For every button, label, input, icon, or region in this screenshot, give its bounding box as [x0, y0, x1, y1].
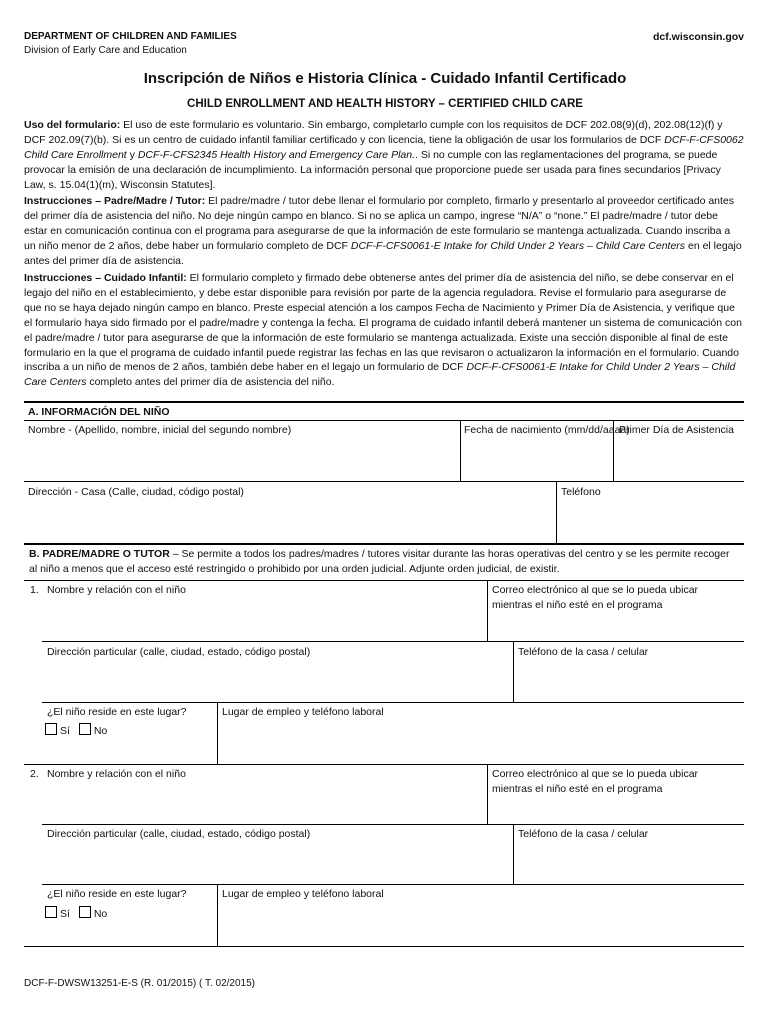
parent-1-resides-options: [43, 723, 107, 739]
divider: [24, 580, 744, 581]
usage-text: . Si no cumple con las reglamentaciones del programa, se puede provocar la emisión de una declaración de incumplimiento. La información personal que proporcione puede ser usada para fines secundarios [Privacy Law, s. 15.04(1)(m), Wisconsin Statutes].: [24, 148, 721, 191]
division-name: Division of Early Care and Education: [24, 45, 187, 57]
parent-1-resides-label: ¿El niño reside en este lugar?: [47, 706, 187, 718]
section-a-heading: A. INFORMACIÓN DEL NIÑO: [28, 406, 170, 418]
parent-1-name-label: Nombre y relación con el niño: [47, 584, 186, 596]
parent-1-employer-label: Lugar de empleo y teléfono laboral: [222, 706, 384, 718]
parent-2-email-label: Correo electrónico al que se lo pueda ubicar mientras el niño esté en el programa: [492, 768, 699, 795]
parent-2-phone-label: Teléfono de la casa / celular: [518, 828, 649, 840]
divider: [613, 420, 614, 481]
divider: [487, 580, 488, 641]
birth-date-label: Fecha de nacimiento (mm/dd/aaaa): [464, 424, 630, 436]
section-b-top-rule: [24, 543, 744, 545]
section-b-text: – Se permite a todos los padres/madres / tutores visitar durante las horas operativas del centro y se les permite recoger al niño a menos que el acceso esté restringido o prohibido por una orden judicial. Adjunte orden judicial, de existir.: [29, 548, 730, 575]
parent-1-email-label: Correo electrónico al que se lo pueda ubicar mientras el niño esté en el programa: [492, 584, 699, 611]
usage-text: y: [126, 148, 138, 161]
first-day-label: Primer Día de Asistencia: [619, 424, 734, 436]
parent-2-number: 2.: [30, 768, 39, 780]
parent-2-employer-label: Lugar de empleo y teléfono laboral: [222, 888, 384, 900]
parent-2-resides-label: ¿El niño reside en este lugar?: [47, 888, 187, 900]
divider: [42, 884, 744, 885]
childcare-instructions-text: completo antes del primer día de asistencia del niño.: [86, 376, 335, 389]
section-b-intro: [24, 547, 740, 577]
divider: [42, 702, 744, 703]
form-number: DCF-F-DWSW13251-E-S (R. 01/2015) ( T. 02/2015): [24, 978, 256, 989]
divider: [217, 884, 218, 946]
department-name: DEPARTMENT OF CHILDREN AND FAMILIES: [24, 31, 237, 42]
parent-instructions-text: El padre/madre / tutor debe llenar el formulario por completo, firmarlo y presentarlo al proveedor certificado antes del primer día de asistencia del niño. No deje ningún campo en blanco. Si no se aplica un campo, ingrese “N/A” o “none.” El padre/madre / tutor debe estar en comunicación continua con el programa para asegurarse de que la información de este formulario se mantenga actualizada. Cuando inscriba a un niño menor de 2 años, debe haber un formulario completo de DCF: [24, 195, 735, 252]
parent-2-resides-yes-checkbox[interactable]: [45, 906, 57, 918]
divider: [513, 824, 514, 884]
divider: [24, 481, 744, 482]
no-label: No: [93, 725, 108, 737]
divider: [556, 481, 557, 543]
parent-instructions-label: Instrucciones – Padre/Madre / Tutor:: [24, 195, 206, 207]
section-b-heading: B. PADRE/MADRE O TUTOR: [29, 548, 170, 560]
usage-paragraph: [24, 118, 744, 193]
parent-instructions-text: en el legajo antes del primer día de asistencia.: [24, 239, 742, 267]
divider: [217, 702, 218, 764]
divider: [42, 641, 744, 642]
child-address-label: Dirección - Casa (Calle, ciudad, código postal): [28, 486, 244, 498]
divider: [487, 764, 488, 824]
parent-2-resides-options: [43, 906, 107, 922]
parent-1-address-label: Dirección particular (calle, ciudad, estado, código postal): [47, 646, 311, 658]
childcare-instructions-form: DCF-F-CFS0061-E Intake for Child Under 2 Years – Child Care Centers: [24, 361, 736, 389]
page-header: [24, 30, 744, 58]
childcare-instructions: [24, 271, 744, 390]
parent-1-number: 1.: [30, 584, 39, 596]
form-subtitle: CHILD ENROLLMENT AND HEALTH HISTORY – CERTIFIED CHILD CARE: [187, 98, 583, 110]
child-name-label: Nombre - (Apellido, nombre, inicial del segundo nombre): [28, 424, 292, 436]
parent-2-address-label: Dirección particular (calle, ciudad, estado, código postal): [47, 828, 311, 840]
divider: [513, 641, 514, 702]
usage-form-2: DCF-F-CFS2345 Health History and Emergency Care Plan.: [137, 148, 415, 161]
parent-instructions: [24, 194, 744, 269]
no-label: No: [93, 908, 108, 920]
parent-1-resides-yes-checkbox[interactable]: [45, 723, 57, 735]
parent-1-resides-no-checkbox[interactable]: [79, 723, 91, 735]
divider: [24, 420, 744, 421]
yes-label: Sí: [60, 908, 70, 920]
usage-form-1: DCF-F-CFS0062 Child Care Enrollment: [24, 133, 744, 161]
divider: [24, 764, 744, 765]
form-title: Inscripción de Niños e Historia Clínica - Cuidado Infantil Certificado: [143, 70, 627, 87]
childcare-instructions-text: El formulario completo y firmado debe obtenerse antes del primer día de asistencia del niño, se debe conservar en el legajo del niño en el establecimiento, y debe estar disponible para revisión por parte de la agencia reguladora. Revise el formulario para asegurarse de que no se haya dejado ningún campo en blanco. Preste especial atención a los campos Fecha de Nacimiento y Primer Día de Asistencia, y verifique que el formulario haya sido firmado por el padre/madre y contenga la fecha. El programa de cuidado infantil deberá mantener un sistema de comunicación con el padre/madre / tutor para asegurarse de que la información de este formulario se mantenga actualizada. Existe una sección disponible al final de este formulario en la que el programa de cuidado infantil puede registrar las fechas en las que revisaron o actualizaron la información en el formulario. Cuando inscriba a un niño de menos de 2 años, también debe haber en el legajo un formulario de DCF: [24, 272, 742, 374]
divider: [42, 824, 744, 825]
divider: [460, 420, 461, 481]
parent-2-resides-no-checkbox[interactable]: [79, 906, 91, 918]
parent-1-phone-label: Teléfono de la casa / celular: [518, 646, 649, 658]
usage-label: Uso del formulario:: [24, 119, 121, 131]
parent-2-name-label: Nombre y relación con el niño: [47, 768, 186, 780]
yes-label: Sí: [60, 725, 70, 737]
section-a-top-rule: [24, 401, 744, 403]
website-url: dcf.wisconsin.gov: [652, 31, 744, 43]
usage-text: El uso de este formulario es voluntario. Sin embargo, completarlo cumple con los requisitos de DCF 202.08(9)(d), 202.08(12)(f) y DCF 202.09(7)(b). Si es un centro de cuidado infantil familiar certificado y con licencia, tiene la obligación de usar los formularios de DCF: [24, 119, 723, 146]
divider: [24, 946, 744, 947]
child-phone-label: Teléfono: [561, 486, 601, 498]
childcare-instructions-label: Instrucciones – Cuidado Infantil:: [24, 272, 187, 284]
parent-instructions-form: DCF-F-CFS0061-E Intake for Child Under 2 Years – Child Care Centers: [350, 239, 686, 252]
